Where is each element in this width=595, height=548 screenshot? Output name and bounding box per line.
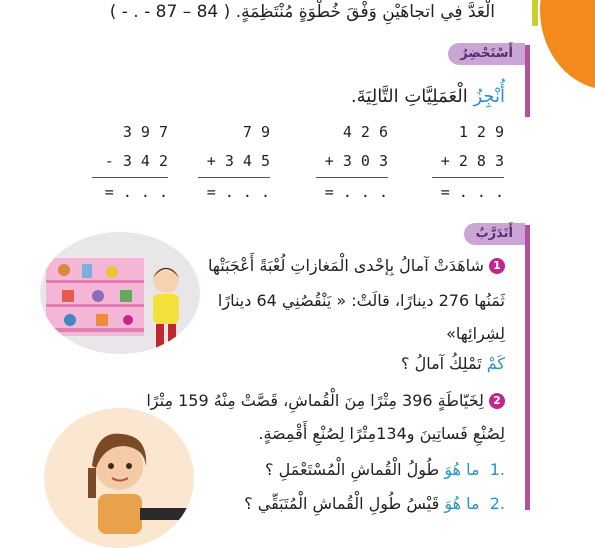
toy-shop-illustration — [40, 232, 200, 354]
instruction-verb: أُنْجِزُ — [473, 86, 505, 107]
intro-line: الْعَدَّ فِي اتجاهَيْنِ وَفْقَ خُطْوَةٍ مُنْتَظِمَةٍ. ( 84 – 87 - . - ) — [109, 2, 495, 22]
operand-bottom: + 3 4 5 — [206, 152, 270, 170]
corner-stripe — [532, 0, 538, 26]
operand-bottom: + 3 0 3 — [324, 152, 388, 170]
tab-recall: أَسْتَحْضِرُ — [448, 43, 525, 65]
operation-4 — [92, 118, 168, 207]
operation-result: = . . . — [324, 183, 388, 201]
exercise-2-item: .2 ما هُوَ قَيْسُ طُولِ الْقُماشِ الْمُتَبَقِّي ؟ — [244, 494, 505, 513]
operand-bottom: - 3 4 2 — [104, 152, 168, 170]
instruction — [351, 86, 505, 107]
operation-result: = . . . — [440, 183, 504, 201]
corner-decoration — [540, 0, 595, 90]
exercise-1-line-1: 1 شاهَدَتْ آمالُ بِإحْدى الْمَغازاتِ لُعْبَةً أَعْجَبَتْها — [208, 256, 505, 275]
exercise-1-question: كَمْ تَمْلِكُ آمالُ ؟ — [400, 354, 505, 373]
exercise-1-line-3: لِشِرائِها» — [446, 324, 505, 343]
operation-result: = . . . — [206, 183, 270, 201]
exercise-2-line-1: 2 لِخَيّاطَةٍ 396 مِتْرًا مِنَ الْقُماشِ، قَصَّتْ مِنْهُ 159 مِتْرًا — [146, 391, 505, 410]
operand-top: 1 2 9 — [458, 123, 504, 141]
exercise-2-line-2: لِصُنْعِ فَساتِينَ و134مِتْرًا لِصُنْعِ أَقْمِصَةٍ. — [258, 424, 505, 443]
exercise-2-item: .1 ما هُوَ طُولُ الْقُماشِ الْمُسْتَعْمَلِ ؟ — [265, 460, 505, 479]
exercise-number-badge: 2 — [489, 393, 505, 409]
seamstress-illustration — [44, 408, 194, 548]
exercise-1-line-2: ثَمَنُها 276 دينارًا، قالَتْ: « يَنْقُصُنِي 64 دينارًا — [217, 291, 505, 310]
section-marker — [525, 225, 530, 510]
operand-top: 7 9 — [242, 123, 270, 141]
operation-3 — [198, 118, 270, 207]
instruction-text: الْعَمَلِيَّاتِ التَّالِيَةَ. — [350, 86, 474, 107]
operand-top: 4 2 6 — [342, 123, 388, 141]
exercise-number-badge: 1 — [489, 258, 505, 274]
operand-bottom: + 2 8 3 — [440, 152, 504, 170]
operand-top: 3 9 7 — [122, 123, 168, 141]
operation-2 — [316, 118, 388, 207]
tab-practice: أَتَدَرَّبُ — [464, 223, 525, 245]
operation-1 — [432, 118, 504, 207]
section-marker — [525, 45, 530, 117]
operation-result: = . . . — [104, 183, 168, 201]
